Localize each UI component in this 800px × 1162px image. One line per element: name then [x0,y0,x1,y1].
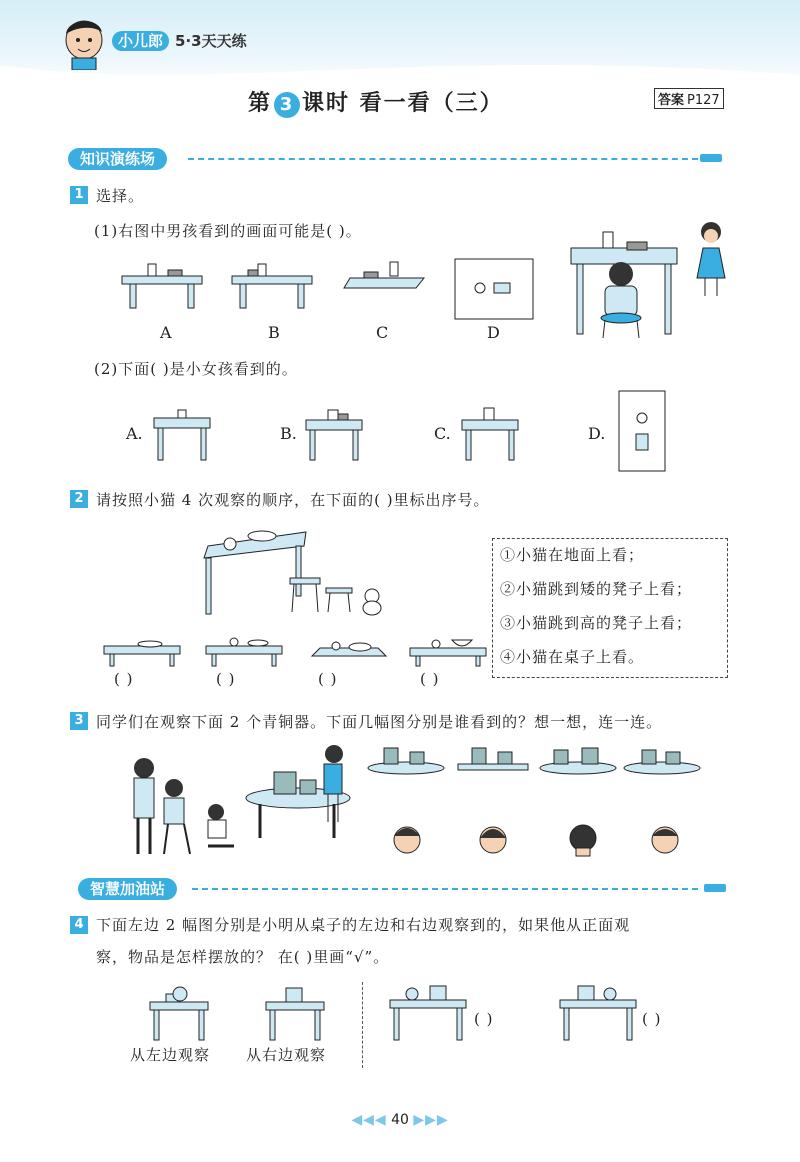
arrows-right-icon: ▶▶▶ [413,1112,449,1128]
section-practice-title: 知识演练场 [68,148,167,170]
top-down-view-d [618,390,666,472]
bronze-view-1 [366,742,448,780]
table-view-d [454,258,534,320]
bronze-view-4 [622,742,704,780]
question-number: 4 [70,916,88,934]
girl-face-icon[interactable] [476,820,510,858]
title-suffix: 课时 看一看（三） [302,91,504,116]
answer-label: 答案 [658,93,685,108]
step-item: ④小猫在桌子上看。 [500,648,645,666]
step-item: ②小猫跳到矮的凳子上看； [500,580,693,598]
section-divider [192,888,698,890]
front-view-option-2 [556,984,640,1042]
option-label: B. [280,424,297,443]
option-label: D [487,323,500,342]
section-bonus-title: 智慧加油站 [78,878,177,900]
cat-view-4 [406,636,490,668]
answer-reference [654,88,724,109]
question-text-line1: 下面左边 2 幅图分别是小明从桌子的左边和右边观察到的，如果他从正面观 [96,916,631,934]
front-view-option-1 [386,984,470,1042]
cat-view-3 [306,634,390,668]
pencil-icon [704,884,726,892]
left-side-view [146,984,212,1042]
answer-page: P127 [687,93,720,108]
step-item: ①小猫在地面上看； [500,546,645,564]
cat-view-1 [100,636,184,668]
check-blank[interactable]: ( ) [474,1010,494,1028]
girl-back-icon[interactable] [566,820,600,858]
page-number-value: 40 [391,1112,409,1128]
order-blank[interactable]: ( ) [114,670,134,688]
right-view-label: 从右边观察 [246,1046,327,1064]
question-text: 请按照小猫 4 次观察的顺序，在下面的( )里标出序号。 [96,491,490,509]
check-blank[interactable]: ( ) [642,1010,662,1028]
arrows-left-icon: ◀◀◀ [351,1112,387,1128]
question-text-line2: 察，物品是怎样摆放的？ 在( )里画“√”。 [96,948,390,966]
question-part1: (1)右图中男孩看到的画面可能是( )。 [94,222,362,240]
page-title [248,86,504,118]
mascot-boy-icon [58,14,110,70]
table-view-c [340,252,430,312]
brand-series: 5·3天天练 [175,32,247,50]
boy-face-icon[interactable] [648,820,682,858]
step-item: ③小猫跳到高的凳子上看； [500,614,693,632]
question-title: 选择。 [96,187,145,205]
page-number [0,1112,800,1128]
table-view-a [118,252,208,312]
child-face-icon[interactable] [390,820,424,858]
option-label: C. [434,424,451,443]
left-view-label: 从左边观察 [130,1046,211,1064]
option-label: A. [126,424,143,443]
bronze-view-3 [538,742,620,780]
title-prefix: 第 [248,91,273,116]
cat-view-2 [202,636,286,668]
divider-line [362,982,363,1068]
section-divider [188,158,698,160]
table-front-view-b [302,404,366,462]
order-blank[interactable]: ( ) [216,670,236,688]
table-view-b [228,252,318,312]
order-blank[interactable]: ( ) [420,670,440,688]
option-label: A [160,323,172,342]
cat-observation-scene [196,522,396,618]
pencil-icon [700,154,722,162]
table-front-view-a [150,406,214,462]
option-label: C [376,323,389,342]
question-text: 同学们在观察下面 2 个青铜器。下面几幅图分别是谁看到的？想一想，连一连。 [96,713,663,731]
bronze-view-2 [452,742,534,780]
title-lesson-number: 3 [274,92,300,118]
question-number: 1 [70,186,88,204]
option-label: D. [588,424,606,443]
question-number: 2 [70,490,88,508]
option-label: B [268,323,280,342]
right-side-view [262,984,328,1042]
table-front-view-c [458,404,522,462]
order-blank[interactable]: ( ) [318,670,338,688]
brand [112,30,247,51]
bronze-observation-scene [124,742,360,860]
question-part2: (2)下面( )是小女孩看到的。 [94,360,298,378]
brand-name: 小儿郎 [112,31,169,51]
boy-and-girl-scene [565,222,735,342]
question-number: 3 [70,712,88,730]
